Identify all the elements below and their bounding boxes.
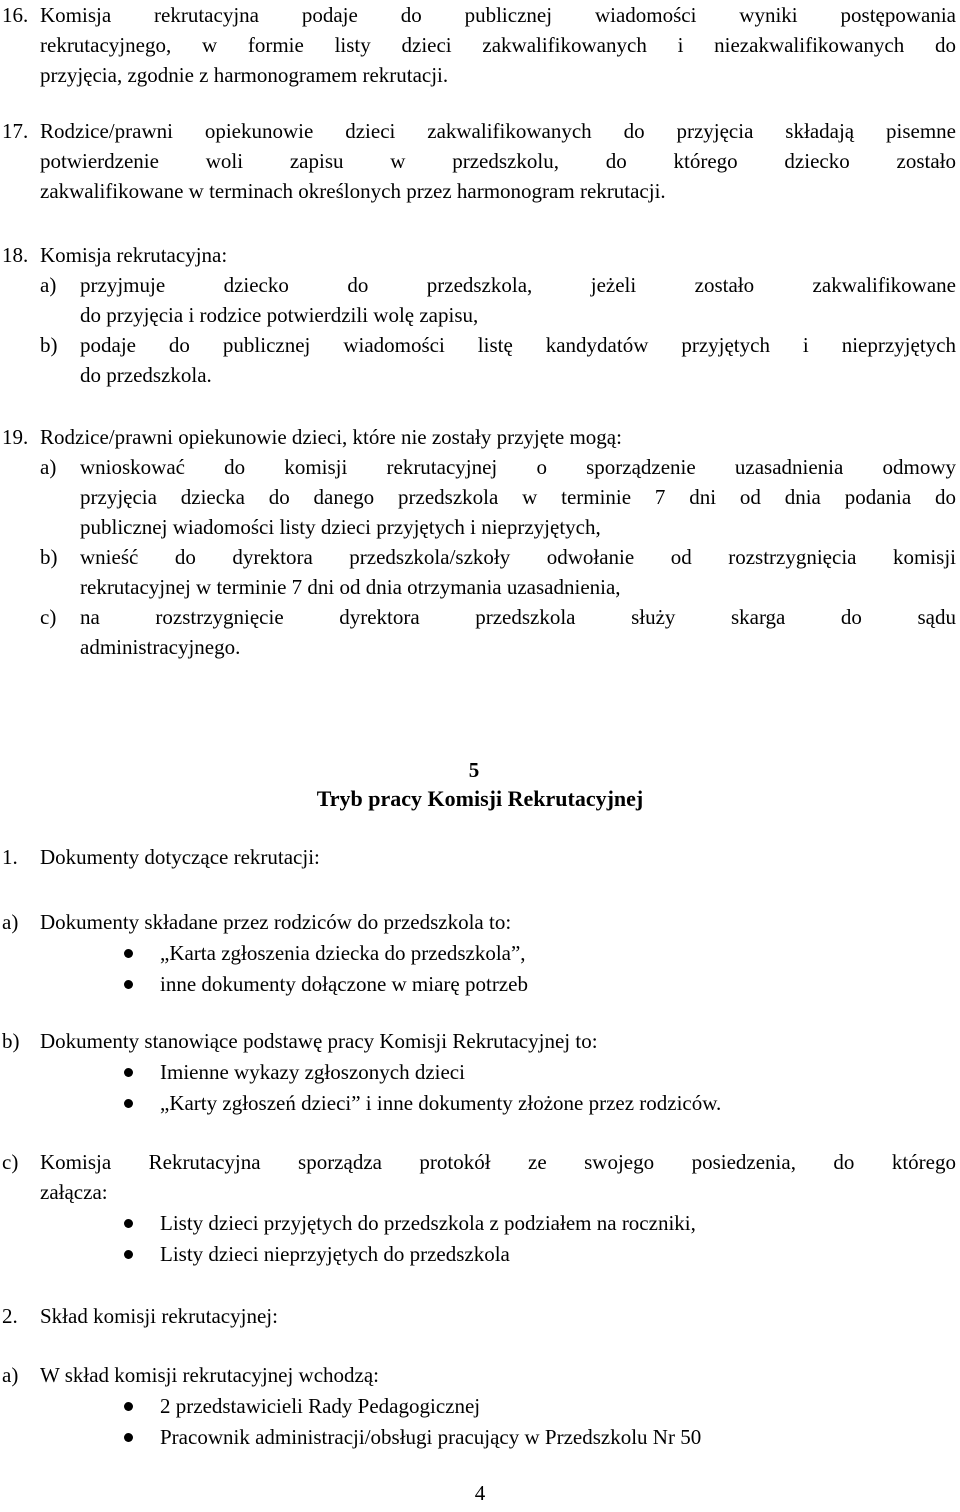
sub-item-label: c) [40, 605, 57, 629]
text-line: wnieść do dyrektora przedszkola/szkoły odwołanie od rozstrzygnięcia komisji [80, 545, 956, 569]
sub-item-label: b) [40, 545, 58, 569]
text-line: rekrutacyjnej w terminie 7 dni od dnia otrzymania uzasadnienia, [80, 575, 621, 599]
page-number: 4 [474, 1481, 486, 1505]
text-line: podaje do publicznej wiadomości listę kandydatów przyjętych i nieprzyjętych [80, 333, 956, 357]
point-body [40, 116, 956, 206]
bullet-list [120, 1391, 940, 1453]
sub-item-c [40, 602, 956, 662]
point-16 [0, 0, 956, 90]
list-label: b) [2, 1029, 20, 1053]
text-line: przyjęcia, zgodnie z harmonogramem rekrutacji. [40, 63, 449, 87]
section-1-heading [2, 842, 956, 872]
text-line: potwierdzenie woli zapisu w przedszkolu, do którego dziecko zostało [40, 149, 956, 173]
text-line: Rodzice/prawni opiekunowie dzieci zakwalifikowanych do przyjęcia składają pisemne [40, 119, 956, 143]
text-line: przyjęcia dziecka do danego przedszkola w terminie 7 dni od dnia podania do [80, 485, 956, 509]
point-body [40, 240, 956, 390]
text-line: przyjmuje dziecko do przedszkola, jeżeli zostało zakwalifikowane [80, 273, 956, 297]
point-body [40, 0, 956, 90]
bullet-icon [124, 1099, 133, 1108]
bullet-icon [124, 1068, 133, 1077]
text-line: do przyjęcia i rodzice potwierdzili wolę zapisu, [80, 303, 479, 327]
list-item [120, 1057, 940, 1088]
list-item-text: „Karty zgłoszeń dzieci” i inne dokumenty złożone przez rodziców. [160, 1091, 722, 1115]
bullet-list [120, 938, 940, 1000]
sub-item-a [40, 452, 956, 542]
list-item [120, 1239, 940, 1270]
text-line: administracyjnego. [80, 635, 241, 659]
section-heading-text: Dokumenty dotyczące rekrutacji: [40, 845, 320, 869]
bullet-icon [124, 949, 133, 958]
list-item-text: „Karta zgłoszenia dziecka do przedszkola”, [160, 941, 526, 965]
list-item [120, 1088, 940, 1119]
point-18 [0, 240, 956, 390]
list-label: c) [2, 1150, 19, 1174]
list-text: W skład komisji rekrutacyjnej wchodzą: [40, 1363, 380, 1387]
text-line: zakwalifikowane w terminach określonych przez harmonogram rekrutacji. [40, 179, 666, 203]
list-item [120, 1208, 940, 1239]
list-item-text: Pracownik administracji/obsługi pracujący w Przedszkolu Nr 50 [160, 1425, 702, 1449]
point-intro: Rodzice/prawni opiekunowie dzieci, które nie zostały przyjęte mogą: [40, 425, 622, 449]
point-number: 17. [2, 119, 29, 143]
list-item [120, 969, 940, 1000]
list-c [2, 1147, 956, 1207]
bullet-icon [124, 1250, 133, 1259]
bullet-list [120, 1057, 940, 1119]
list-item [120, 1422, 940, 1453]
list-item-text: Listy dzieci przyjętych do przedszkola z podziałem na roczniki, [160, 1211, 696, 1235]
sub-item-label: b) [40, 333, 58, 357]
section-heading-text: Skład komisji rekrutacyjnej: [40, 1304, 278, 1328]
sub-item-b [40, 542, 956, 602]
list-text: Dokumenty składane przez rodziców do przedszkola to: [40, 910, 512, 934]
sub-item-label: a) [40, 273, 57, 297]
text-line: Komisja rekrutacyjna podaje do publicznej wiadomości wyniki postępowania [40, 3, 956, 27]
sub-item-label: a) [40, 455, 57, 479]
section-title: Tryb pracy Komisji Rekrutacyjnej [316, 786, 644, 811]
bullet-icon [124, 1433, 133, 1442]
list-item-text: Imienne wykazy zgłoszonych dzieci [160, 1060, 465, 1084]
section-number: 1. [2, 845, 18, 869]
text-line: publicznej wiadomości listy dzieci przyjętych i nieprzyjętych, [80, 515, 601, 539]
point-intro: Komisja rekrutacyjna: [40, 243, 228, 267]
list-text: Dokumenty stanowiące podstawę pracy Komisji Rekrutacyjnej to: [40, 1029, 598, 1053]
sub-item-b [40, 330, 956, 390]
bullet-icon [124, 1219, 133, 1228]
section-symbol: 5 [468, 758, 480, 782]
point-19 [0, 422, 956, 662]
section-2-heading [2, 1301, 956, 1331]
list-item [120, 1391, 940, 1422]
list-b [2, 1026, 956, 1056]
text-line: rekrutacyjnego, w formie listy dzieci zakwalifikowanych i niezakwalifikowanych do [40, 33, 956, 57]
text-line: do przedszkola. [80, 363, 212, 387]
list-label: a) [2, 1363, 19, 1387]
list-item-text: 2 przedstawicieli Rady Pedagogicznej [160, 1394, 481, 1418]
point-number: 19. [2, 425, 29, 449]
list-item-text: Listy dzieci nieprzyjętych do przedszkola [160, 1242, 510, 1266]
list-label: a) [2, 910, 19, 934]
bullet-icon [124, 1402, 133, 1411]
text-line: na rozstrzygnięcie dyrektora przedszkola służy skarga do sądu [80, 605, 956, 629]
text-line: wnioskować do komisji rekrutacyjnej o sporządzenie uzasadnienia odmowy [80, 455, 956, 479]
section-number: 2. [2, 1304, 18, 1328]
list-a [2, 1360, 956, 1390]
bullet-icon [124, 980, 133, 989]
point-number: 16. [2, 3, 29, 27]
list-item [120, 938, 940, 969]
list-text: Komisja Rekrutacyjna sporządza protokół ze swojego posiedzenia, do którego [40, 1150, 956, 1174]
bullet-list [120, 1208, 940, 1270]
list-item-text: inne dokumenty dołączone w miarę potrzeb [160, 972, 528, 996]
sub-item-a [40, 270, 956, 330]
list-text: załącza: [40, 1180, 108, 1204]
point-17 [0, 116, 956, 206]
point-number: 18. [2, 243, 29, 267]
list-a [2, 907, 956, 937]
point-body [40, 422, 956, 662]
